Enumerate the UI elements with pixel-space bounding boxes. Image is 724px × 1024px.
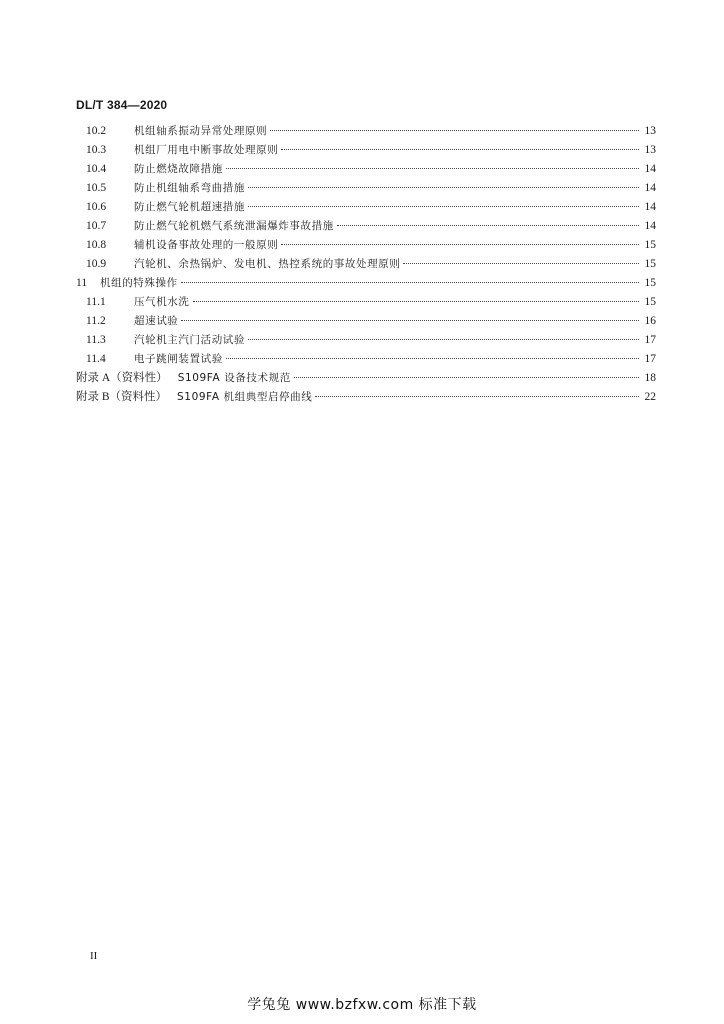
toc-entry[interactable] [76, 141, 656, 160]
toc-entry-page: 13 [644, 144, 656, 156]
toc-entry-title: 机组的特殊操作 [100, 277, 178, 289]
table-of-contents [76, 122, 656, 407]
toc-entry-number: 附录 B（资料性） [76, 391, 168, 403]
toc-entry[interactable] [76, 217, 656, 236]
toc-entry[interactable] [76, 350, 656, 369]
toc-entry-title: 压气机水洗 [134, 296, 190, 308]
toc-dot-leader [248, 187, 639, 188]
toc-entry[interactable] [76, 312, 656, 331]
toc-dot-leader [248, 339, 639, 340]
toc-entry-page: 18 [644, 372, 656, 384]
toc-dot-leader [294, 377, 639, 378]
toc-entry-page: 14 [644, 182, 656, 194]
toc-entry-title: 机组轴系振动异常处理原则 [134, 125, 268, 137]
toc-entry-number: 11.2 [86, 315, 106, 327]
toc-entry[interactable] [76, 179, 656, 198]
toc-entry[interactable] [76, 331, 656, 350]
toc-entry[interactable] [76, 255, 656, 274]
toc-entry-number: 10.6 [86, 201, 107, 213]
toc-entry[interactable] [76, 388, 656, 407]
toc-entry-number: 10.2 [86, 125, 107, 137]
toc-entry-page: 14 [644, 163, 656, 175]
toc-dot-leader [281, 149, 639, 150]
toc-entry[interactable] [76, 160, 656, 179]
toc-entry-title: S109FA 机组典型启停曲线 [177, 391, 313, 403]
toc-entry-title: 机组厂用电中断事故处理原则 [134, 144, 279, 156]
toc-entry-number: 10.5 [86, 182, 107, 194]
toc-entry-page: 15 [644, 239, 656, 251]
toc-dot-leader [403, 263, 639, 264]
document-code-header: DL/T 384—2020 [76, 98, 168, 112]
toc-entry-number: 11 [76, 277, 88, 289]
toc-dot-leader [315, 396, 639, 397]
toc-entry-page: 17 [644, 353, 656, 365]
toc-entry[interactable] [76, 293, 656, 312]
toc-entry-number: 11.4 [86, 353, 106, 365]
toc-dot-leader [226, 168, 639, 169]
toc-entry-title: S109FA 设备技术规范 [177, 372, 291, 384]
toc-entry-title: 汽轮机主汽门活动试验 [134, 334, 245, 346]
toc-entry-page: 13 [644, 125, 656, 137]
toc-dot-leader [281, 244, 639, 245]
toc-entry-title: 防止燃气轮机燃气系统泄漏爆炸事故措施 [134, 220, 334, 232]
toc-entry-page: 16 [644, 315, 656, 327]
toc-entry-page: 14 [644, 220, 656, 232]
toc-entry-number: 10.4 [86, 163, 107, 175]
toc-entry-number: 10.9 [86, 258, 107, 270]
toc-entry-title: 防止燃气轮机超速措施 [134, 201, 245, 213]
toc-dot-leader [248, 206, 639, 207]
toc-dot-leader [337, 225, 639, 226]
toc-entry-title: 汽轮机、余热锅炉、发电机、热控系统的事故处理原则 [134, 258, 401, 270]
toc-dot-leader [270, 130, 639, 131]
toc-entry-number: 10.3 [86, 144, 107, 156]
toc-entry-page: 14 [644, 201, 656, 213]
toc-entry-title: 防止机组轴系弯曲措施 [134, 182, 245, 194]
toc-dot-leader [181, 282, 639, 283]
toc-dot-leader [181, 320, 639, 321]
toc-entry-page: 17 [644, 334, 656, 346]
toc-entry-page: 15 [644, 258, 656, 270]
toc-entry-number: 附录 A（资料性） [76, 372, 168, 384]
footer-watermark: 学兔兔 www.bzfxw.com 标准下载 [247, 997, 477, 1013]
toc-dot-leader [193, 301, 640, 302]
toc-entry-number: 10.7 [86, 220, 107, 232]
toc-entry-title: 电子跳闸装置试验 [134, 353, 223, 365]
toc-entry-number: 11.1 [86, 296, 106, 308]
toc-dot-leader [226, 358, 639, 359]
toc-entry[interactable] [76, 122, 656, 141]
toc-entry[interactable] [76, 236, 656, 255]
page-number: II [90, 950, 98, 962]
toc-entry[interactable] [76, 198, 656, 217]
toc-entry[interactable] [76, 369, 656, 388]
toc-entry-title: 辅机设备事故处理的一般原则 [134, 239, 279, 251]
toc-entry[interactable] [76, 274, 656, 293]
toc-entry-title: 防止燃烧故障措施 [134, 163, 223, 175]
toc-entry-page: 15 [644, 277, 656, 289]
toc-entry-page: 22 [644, 391, 656, 403]
toc-entry-number: 11.3 [86, 334, 106, 346]
toc-entry-page: 15 [644, 296, 656, 308]
toc-entry-number: 10.8 [86, 239, 107, 251]
toc-entry-title: 超速试验 [134, 315, 179, 327]
